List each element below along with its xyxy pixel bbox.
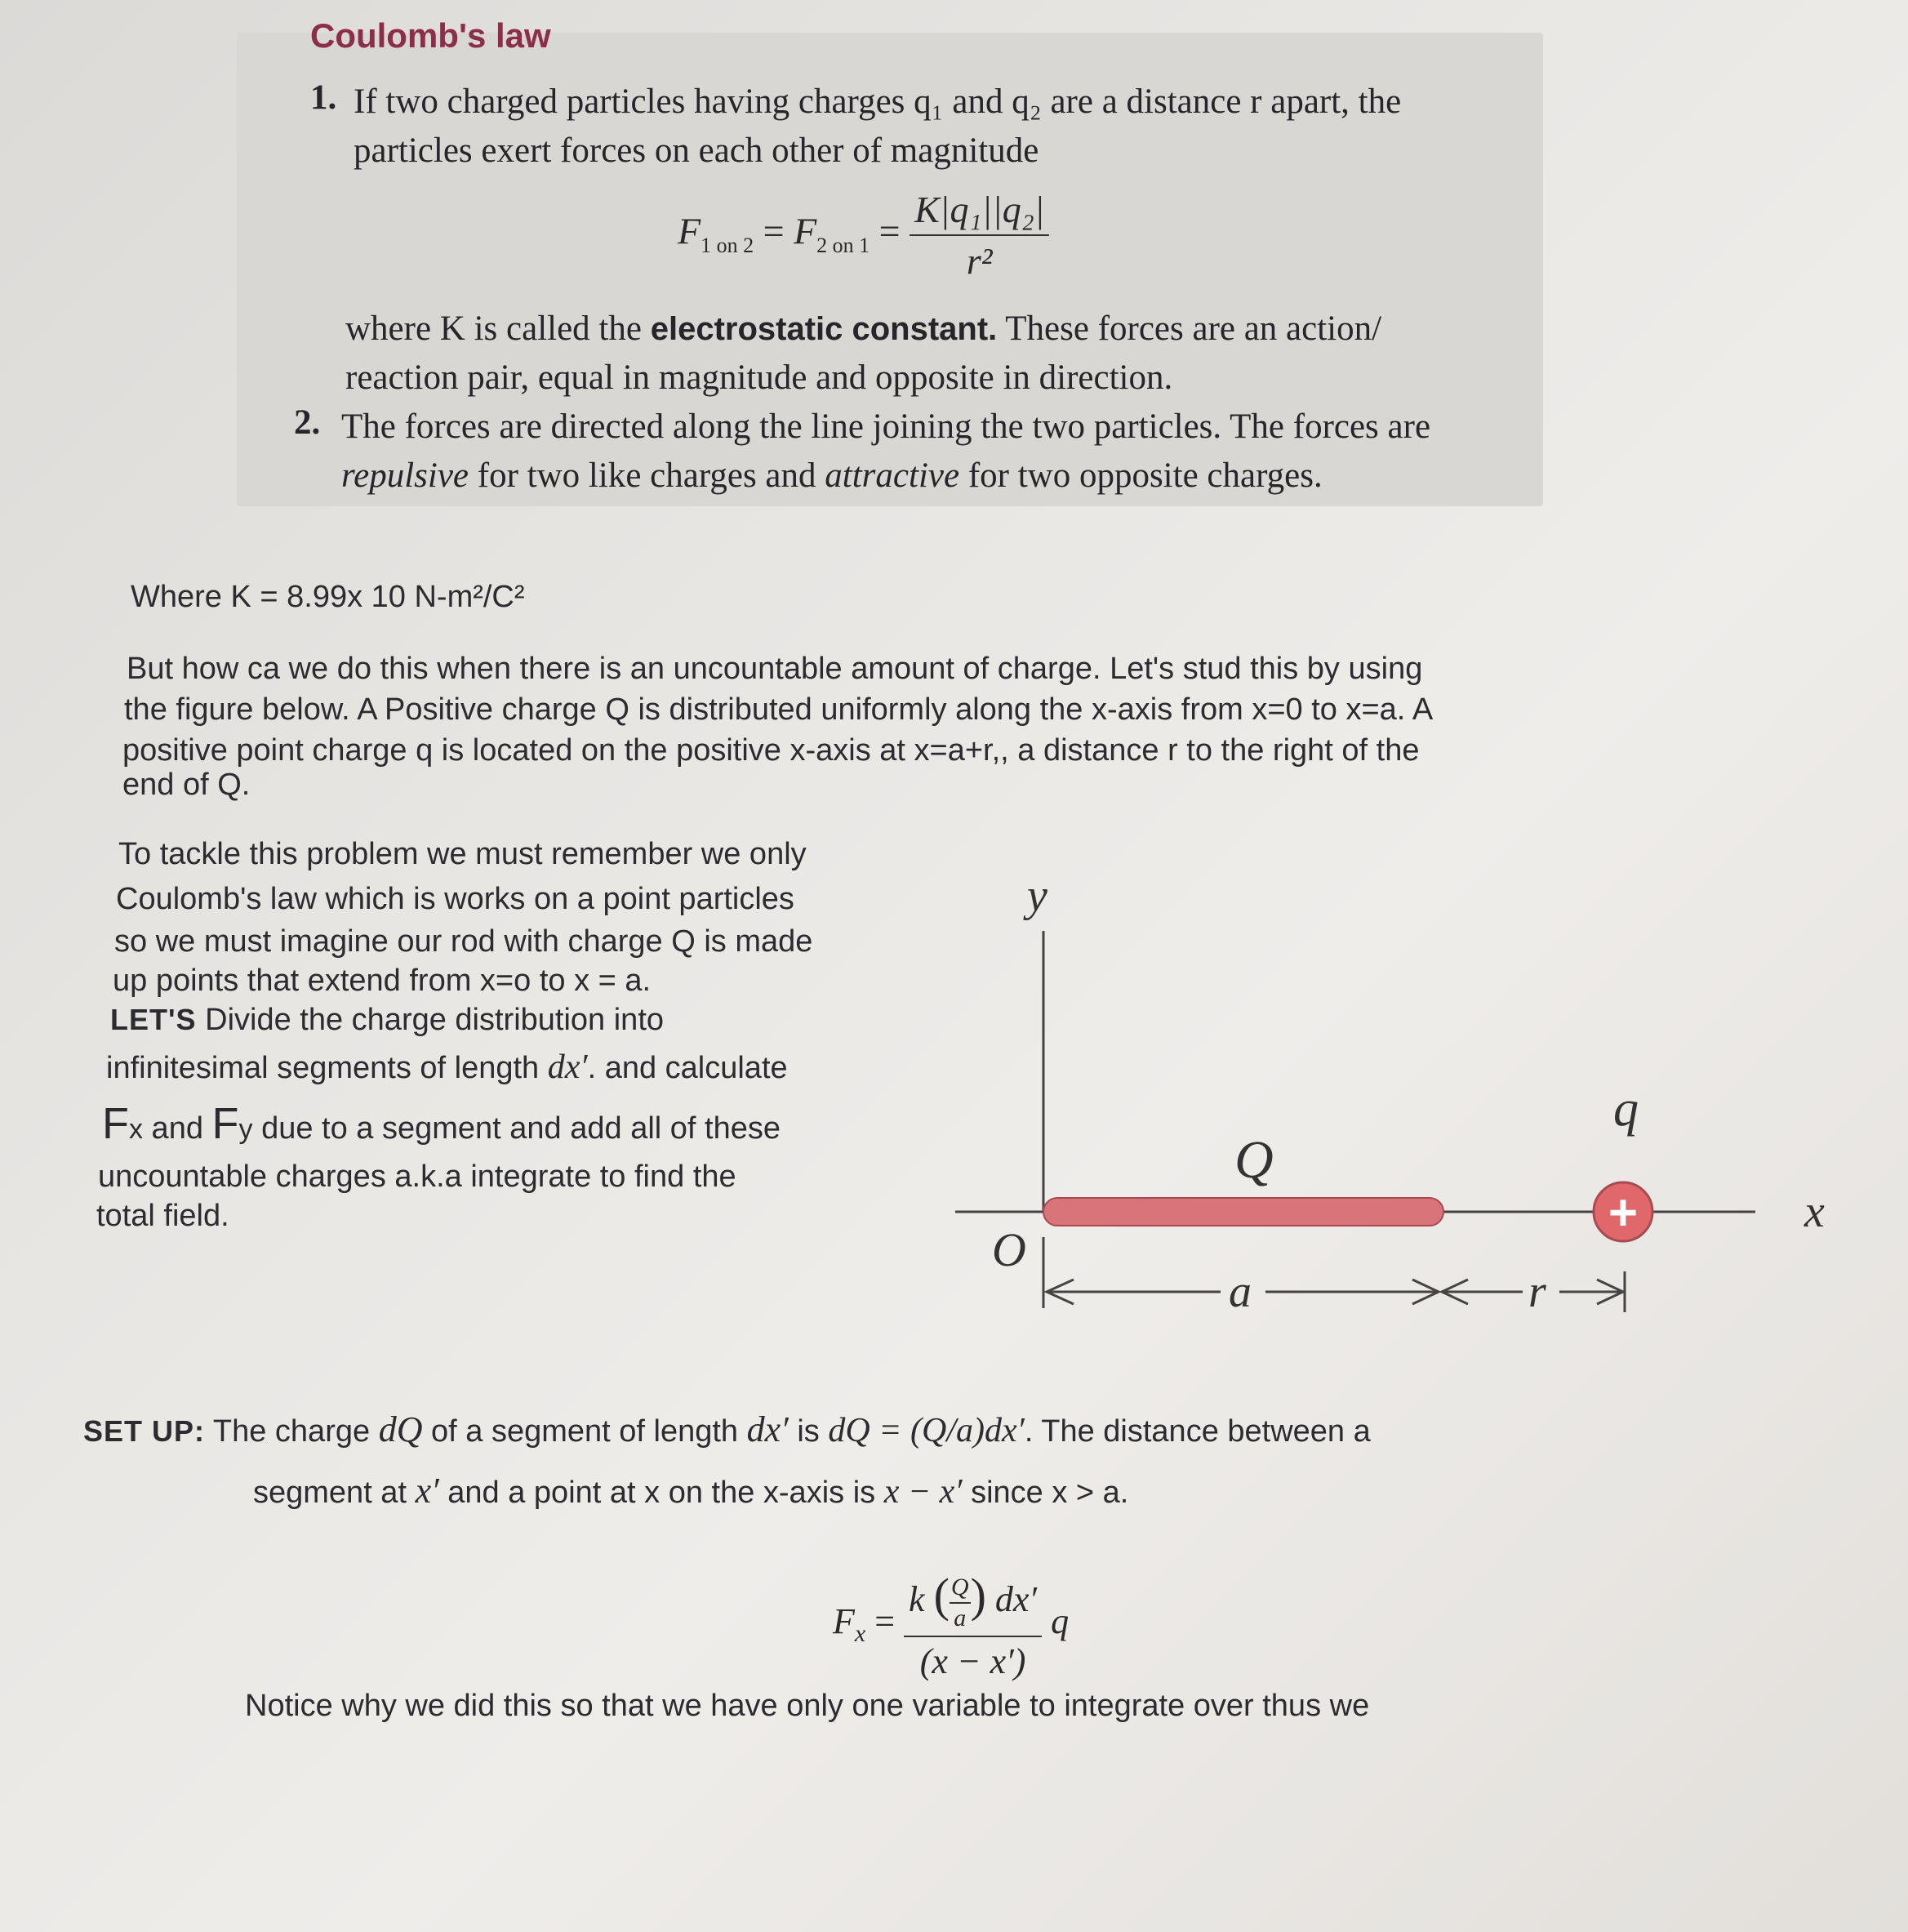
tackle-line-1: To tackle this problem we must remember we only: [118, 837, 807, 871]
setup-line-2: [253, 1470, 1128, 1511]
tackle-line-5: [110, 1003, 664, 1038]
point-charge-label: q: [1613, 1081, 1639, 1137]
charge-rod-figure: [939, 866, 1878, 1339]
item2-number: 2.: [294, 403, 321, 442]
intro-line-2: the figure below. A Positive charge Q is distributed uniformly along the x-axis from x=0 to x=a. A: [124, 692, 1434, 727]
setup-line2-c: since x > a.: [962, 1476, 1129, 1510]
formula1-eq2: =: [878, 210, 901, 252]
a-dimension-label: a: [1229, 1266, 1252, 1317]
intro-line-1: But how ca we do this when there is an uncountable amount of charge. Let's stud this by using: [127, 652, 1423, 686]
formula2-lhs: F: [833, 1601, 855, 1642]
formula2-denominator: (x − x′): [919, 1640, 1026, 1681]
item1-cont-line1: [345, 309, 1381, 349]
item2-line2: [341, 456, 1323, 496]
setup-line2-b: and a point at x on the x-axis is: [438, 1476, 884, 1510]
item1-cont-post: These forces are an action/: [997, 309, 1382, 348]
constant-line: Where K = 8.99x 10 N-m²/C²: [131, 580, 525, 614]
setup-dQ-equation: dQ = (Q/a)dx′: [828, 1412, 1025, 1449]
origin-label: O: [992, 1223, 1026, 1276]
notice-line: Notice why we did this so that we have only one variable to integrate over thus we: [245, 1689, 1370, 1723]
formula2-inner-fraction: [950, 1574, 971, 1632]
item2-line1: The forces are directed along the line joining the two particles. The forces are: [341, 407, 1431, 446]
tackle-line-3: so we must imagine our rod with charge Q is made: [114, 924, 813, 959]
segment-force-formula: [833, 1568, 1069, 1682]
setup-line1-b: of a segment of length: [422, 1414, 747, 1449]
electrostatic-constant-term: electrostatic constant.: [650, 311, 998, 347]
formula1-lhs-a-sub: 1 on 2: [700, 233, 754, 257]
rod-charge-label: Q: [1234, 1130, 1274, 1190]
intro-line-4: end of Q.: [122, 768, 251, 802]
formula1-numerator: K|q₁||q₂|: [910, 188, 1049, 236]
formula1-denominator: r²: [966, 240, 993, 282]
y-axis-label: y: [1027, 870, 1047, 921]
charged-rod: [1043, 1198, 1443, 1226]
formula2-numerator: k ( $\frac{Q}{a}$ ) dx′: [904, 1568, 1042, 1637]
setup-dx: dx′: [746, 1409, 789, 1449]
item1-cont-pre: where K is called the: [345, 309, 651, 348]
coulomb-formula: [678, 188, 1049, 283]
tackle-line-7-post: due to a segment and add all of these: [252, 1111, 781, 1146]
item2-mid: for two like charges and: [469, 456, 825, 495]
tackle-line-6: [106, 1048, 788, 1087]
x-axis-label: x: [1804, 1186, 1825, 1237]
tackle-line-7: [102, 1098, 781, 1149]
item2-end: for two opposite charges.: [959, 456, 1323, 495]
setup-distance-expr: x − x′: [883, 1473, 963, 1511]
setup-line1-d: . The distance between a: [1024, 1414, 1371, 1449]
fx-letter: F: [102, 1099, 129, 1148]
setup-x-prime: x′: [415, 1471, 439, 1511]
point-charge-sign: +: [1608, 1185, 1639, 1241]
setup-line2-a: segment at: [253, 1476, 416, 1510]
formula1-lhs-b: F: [794, 210, 817, 252]
formula2-k: k: [909, 1579, 925, 1619]
item1-cont-line2: reaction pair, equal in magnitude and opposite in direction.: [345, 358, 1173, 397]
formula2-fraction: [904, 1568, 1042, 1682]
tackle-line-2: Coulomb's law which is works on a point particles: [116, 882, 794, 916]
tackle-line-8: uncountable charges a.k.a integrate to find the: [98, 1160, 736, 1194]
item1-line1: If two charged particles having charges q₁ and q₂ are a distance r apart, the: [354, 82, 1402, 121]
setup-line-1: [83, 1409, 1371, 1450]
setup-line1-a: The charge: [212, 1414, 379, 1449]
tackle-line-5-rest: Divide the charge distribution into: [196, 1003, 665, 1037]
formula1-lhs-b-sub: 2 on 1: [816, 233, 870, 257]
setup-dQ: dQ: [378, 1409, 423, 1449]
item1-number: 1.: [310, 78, 337, 117]
tackle-line-6-post: . and calculate: [587, 1051, 788, 1085]
setup-line1-c: is: [788, 1414, 829, 1449]
formula2-dx: dx′: [994, 1579, 1038, 1619]
formula2-inner-a: a: [954, 1604, 967, 1632]
item2-repulsive: repulsive: [341, 456, 469, 495]
tackle-line-4: up points that extend from x=o to x = a.: [113, 964, 652, 998]
tackle-line-9: total field.: [96, 1199, 229, 1233]
r-dimension-label: r: [1528, 1266, 1546, 1317]
formula2-lhs-sub: x: [854, 1619, 866, 1647]
formula2-eq: =: [874, 1601, 896, 1642]
fx-sub: x: [129, 1114, 143, 1145]
formula1-lhs-a: F: [678, 210, 701, 252]
formula1-fraction: [910, 188, 1049, 283]
item1-line2: particles exert forces on each other of magnitude: [354, 131, 1039, 170]
section-title: Coulomb's law: [310, 16, 551, 55]
tackle-line-7-mid: and: [143, 1111, 212, 1146]
formula2-tail: q: [1051, 1601, 1070, 1642]
formula2-inner-Q: Q: [950, 1574, 971, 1604]
item2-attractive: attractive: [825, 456, 960, 495]
formula1-eq1: =: [763, 210, 785, 252]
fy-letter: F: [211, 1099, 239, 1148]
fy-sub: y: [238, 1114, 253, 1145]
setup-lead: SET UP:: [83, 1414, 206, 1448]
tackle-dx-math: dx′: [547, 1048, 588, 1086]
tackle-line-6-pre: infinitesimal segments of length: [106, 1051, 548, 1085]
intro-line-3: positive point charge q is located on the positive x-axis at x=a+r,, a distance r to the right of the: [122, 733, 1420, 768]
lets-lead: LET'S: [110, 1003, 197, 1036]
